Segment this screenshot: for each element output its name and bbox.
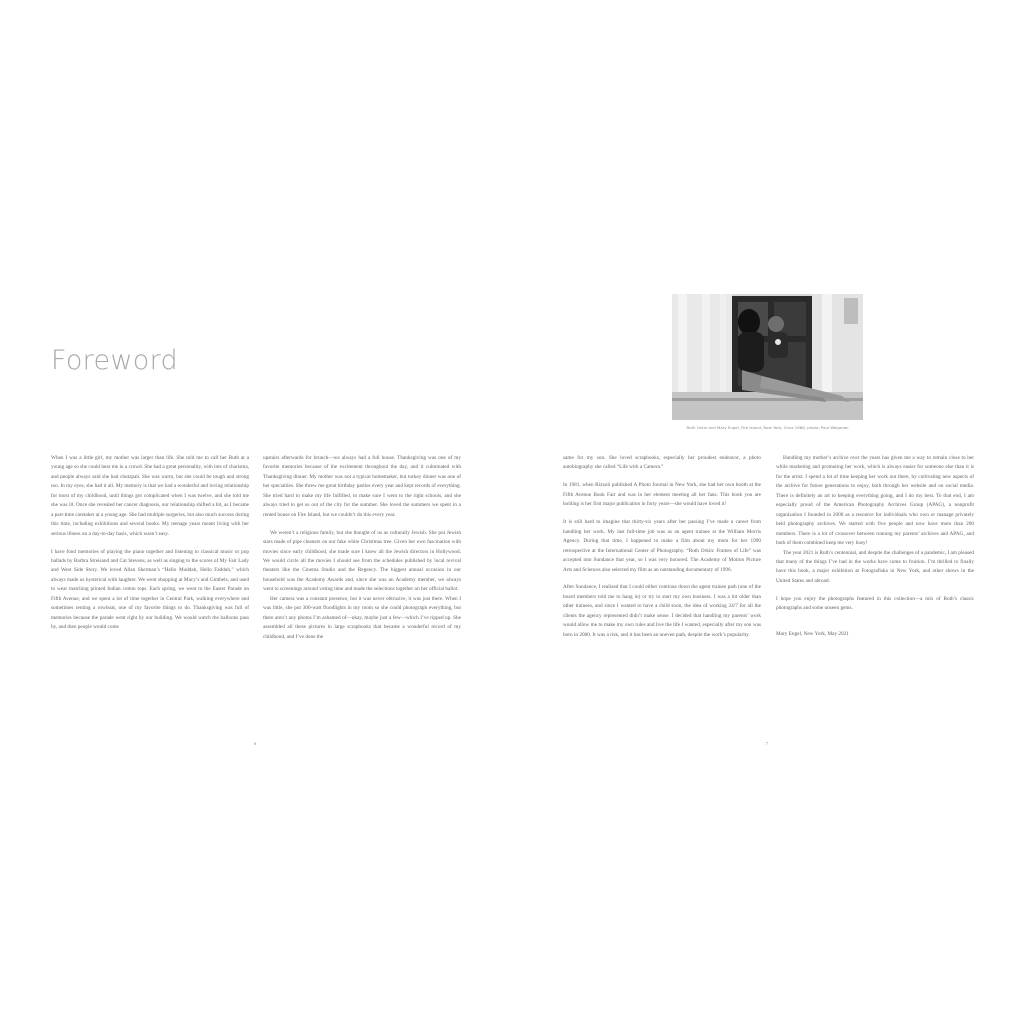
- signature-line: Mary Engel, New York, May 2021: [776, 630, 849, 637]
- page-number-right: 7: [766, 741, 768, 746]
- paragraph: In 1981, when Rizzoli published A Photo Journal in New York, she had her own booth at the Fifth Avenue Book Fair and was in her element meeting all her fans. This book you are holding is her first major publication in forty years—she would have loved it!: [563, 482, 761, 508]
- paragraph: After Sundance, I realized that I could either continue down the agent trainee path (one of the board members told me to hang in) or try to start my own business. I was a bit older than other trainees, and since I wanted to have a child soon, the idea of working 24/7 for all the clients the agency represented didn’t make sense. I decided that handling my parents’ work would allow me to make my own rules and live the life I wanted, especially after my son was born in 2000. It was a risk, and it has been an uneven path, despite the work’s popularity.: [563, 584, 761, 638]
- text-column-4: [776, 454, 974, 648]
- paragraph: We weren’t a religious family, but she thought of us as culturally Jewish. She put Jewish stars made of pipe cleaners on our fake white Christmas tree. Given her own fascination with movies since early childhood, she made sure I knew all the Jewish directors in Hollywood. We would circle all the movies I should see from the schedules published by local revival theaters like the Cinema Studio and the Regency. The biggest annual occasion in our household was the Academy Awards and, since she was an Academy member, we always went to screenings around voting time and made the selections together on her official ballot.: [263, 529, 461, 593]
- text-column-1: [51, 454, 249, 641]
- paragraph: same for my son. She loved scrapbooks, especially her proudest endeavor, a photo autobiography she called “Life with a Camera.”: [563, 455, 761, 471]
- paragraph: Handling my mother’s archive over the years has given me a way to remain close to her while marketing and promoting her work, which is always easier for someone else than it is for the artist. I spend a lot of time keeping her work out there, by cultivating new aspects of the archive for future generations to enjoy, both through her website and on social media. There is definitely an art to keeping everything going, and I do my best. To that end, I am especially proud of the American Photography Archives Group (APAG), a nonprofit organization I founded in 2000 as a resource for individuals who own or manage privately held photography archives. We started with five people and now have more than 200 members. There is a lot of crossover between running my parents’ archives and APAG, and both of them combined keep me very busy!: [776, 455, 974, 547]
- photo-mother-daughter: [672, 294, 863, 420]
- page-heading: Foreword: [51, 345, 178, 376]
- paragraph: It is still hard to imagine that thirty-six years after her passing I’ve made a career from handling her work. My last full-time job was as an agent trainee at the William Morris Agency. During that time, I happened to make a film about my mom for her 1990 retrospective at the International Center of Photography. “Ruth Orkin: Frames of Life” was accepted into Sundance that year, so I was very honored. The Academy of Motion Picture Arts and Sciences also selected my film as an outstanding documentary of 1996.: [563, 519, 761, 573]
- paragraph: When I was a little girl, my mother was larger than life. She told me to call her Ruth at a young age so she could hear me in a crowd. She had a great personality, with lots of charisma, and people always said she had chutzpah. She was warm, but she could be tough and strong too. In my eyes, she had it all. My memory is that we had a wonderful and loving relationship for most of my childhood, until things got complicated when I was twelve, and she told me she was ill. Once she revealed her cancer diagnosis, our relationship shifted a bit, as I became a part-time caretaker at a young age. She had multiple surgeries, but also much success during this time, including exhibitions and several books. My teenage years meant living with her serious illness on a day-to-day basis, which wasn’t easy.: [51, 455, 249, 537]
- paragraph: Her camera was a constant presence, but it was never obtrusive, it was just there. When I was little, she put 300-watt floodlights in my room so she could photograph everything, but there aren’t any photos I’m ashamed of—okay, maybe just a few—which I’ve ripped up. She assembled all these pictures in large scrapbooks that became a wonderful record of my childhood, and I’ve done the: [263, 595, 461, 640]
- page-number-left: 6: [254, 741, 256, 746]
- text-column-2: [263, 454, 461, 642]
- photo-caption: Ruth Orkin and Mary Engel, Fire Island, New York, Circa 1968, photo: Paul Weigman: [686, 425, 849, 430]
- paragraph: I hope you enjoy the photographs featured in this collection—a mix of Ruth’s classic photographs and some unseen gems.: [776, 595, 974, 612]
- paragraph: I have fond memories of playing the piano together and listening to classical music or pop ballads by Barbra Streisand and Cat Stevens, as well as singing to the scores of My Fair Lady and West Side Story. We loved Allan Sherman’s “Hello Muddah, Hello Fadduh,” which always made us hysterical with laughter. We went shopping at Macy’s and Gimbels, and used to wear matching printed Indian cotton tops. Each spring, we went to the Easter Parade on Fifth Avenue, and we spent a lot of time together in Central Park, walking everywhere and sometimes renting a rowboat, one of my favorite things to do. Thanksgiving was full of memories because the parade went right by our building. We would watch the balloons pass by, and then people would come: [51, 548, 249, 631]
- paragraph: upstairs afterwards for brunch—we always had a full house. Thanksgiving was one of my favorite memories because of the excitement throughout the day, and it culminated with Thanksgiving dinner. My mother was not a typical homemaker, but turkey dinner was one of her specialties. She threw me great birthday parties every year and kept records of everything. She tried hard to make my life fulfilled, to make sure I went to the right schools, and she always tried to get us out of the city for the summer. She loved the summers we spent in a rented house on Fire Island, but we couldn’t do this every year.: [263, 455, 461, 518]
- paragraph: The year 2021 is Ruth’s centennial, and despite the challenges of a pandemic, I am pleased that many of the things I’ve had in the works have come to fruition. I’m thrilled to finally have this book, a major exhibition at Fotografiska in New York, and other shows in the United States and abroad.: [776, 549, 974, 584]
- text-column-3: [563, 454, 761, 649]
